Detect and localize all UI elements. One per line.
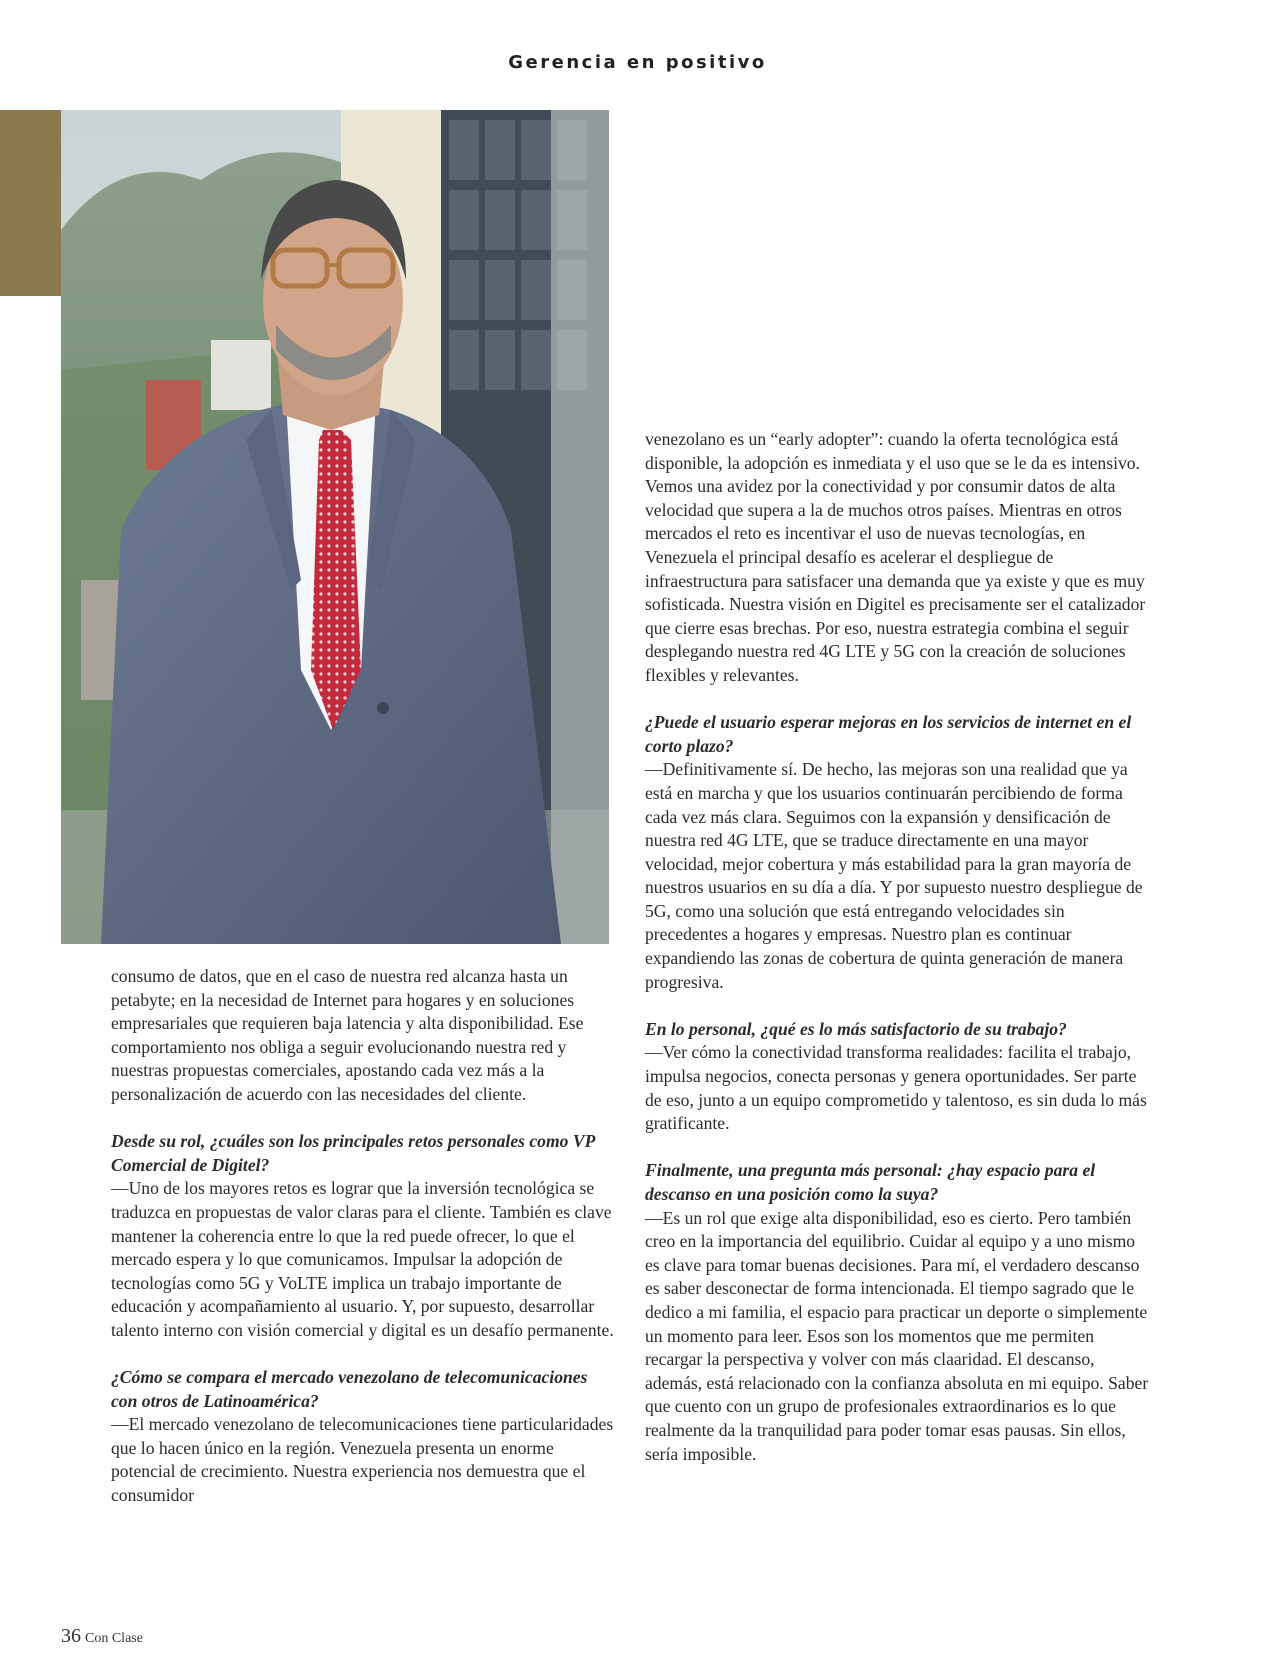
interview-question: ¿Puede el usuario esperar mejoras en los servicios de internet en el corto plazo? (645, 712, 1132, 756)
interview-question: ¿Cómo se compara el mercado venezolano de telecomunicaciones con otros de Latinoamérica? (111, 1367, 588, 1411)
interview-question: Desde su rol, ¿cuáles son los principales retos personales como VP Comercial de Digitel? (111, 1131, 595, 1175)
interview-answer: —El mercado venezolano de telecomunicaciones tiene particularidades que lo hacen único en la región. Venezuela presenta un enorme potencial de crecimiento. Nuestra experiencia nos demuestra que el consumidor (111, 1414, 614, 1506)
interview-answer: —Ver cómo la conectividad transforma realidades: facilita el trabajo, impulsa negocios, conecta personas y genera oportunidades. Ser parte de eso, junto a un equipo comprometido y talentoso, es sin duda lo más gratificante. (645, 1042, 1147, 1134)
portrait-photo (61, 110, 609, 944)
page-footer (61, 1625, 143, 1648)
section-title: Gerencia en positivo (508, 52, 767, 73)
article-column-left (111, 965, 617, 1508)
qa-block (645, 1159, 1151, 1466)
paragraph: consumo de datos, que en el caso de nuestra red alcanza hasta un petabyte; en la necesidad de Internet para hogares y en soluciones empresariales que requieren baja latencia y alta disponibilidad. Ese comportamiento nos obliga a seguir evolucionando nuestra red y nuestras propuestas comerciales, apostando cada vez más a la personalización de acuerdo con las necesidades del cliente. (111, 966, 584, 1104)
interview-answer: —Es un rol que exige alta disponibilidad, eso es cierto. Pero también creo en la importancia del equilibrio. Cuidar al equipo y a uno mismo es clave para tomar buenas decisiones. Para mí, el verdadero descanso es saber desconectar de forma intencionada. El tiempo sagrado que le dedico a mi familia, el espacio para practicar un deporte o simplemente un momento para leer. Esos son los momentos que me permiten recargar la perspectiva y volver con más claaridad. El descanso, además, está relacionado con la confianza absoluta en mi equipo. Saber que cuento con un grupo de profesionales extraordinarios es lo que realmente da la tranquilidad para poder tomar esas pausas. Sin ellos, sería imposible. (645, 1207, 1149, 1464)
interview-answer: —Definitivamente sí. De hecho, las mejoras son una realidad que ya está en marcha y que los usuarios continuarán percibiendo de forma cada vez más clara. Seguimos con la expansión y densificación de nuestra red 4G LTE, que se traduce directamente en una mayor velocidad, mejor cobertura y más estabilidad para la gran mayoría de nuestros usuarios en su día a día. Y por supuesto nuestro despliegue de 5G, como una solución que está entregando velocidades sin precedentes a hogares y empresas. Nuestro plan es continuar expandiendo las zonas de cobertura de quinta generación de manera progresiva. (645, 759, 1143, 992)
qa-block (645, 1018, 1151, 1136)
qa-block (645, 711, 1151, 994)
paragraph: venezolano es un “early adopter”: cuando la oferta tecnológica está disponible, la adopción es inmediata y el uso que se le da es intensivo. Vemos una avidez por la conectividad y por consumir datos de alta velocidad que supera a la de muchos otros países. Mientras en otros mercados el reto es incentivar el uso de nuevas tecnologías, en Venezuela el principal desafío es acelerar el despliegue de infraestructura para satisfacer una demanda que ya existe y que es muy sofisticada. Nuestra visión en Digitel es precisamente ser el catalizador que cierre esas brechas. Por eso, nuestra estrategia combina el seguir desplegando nuestra red 4G LTE y 5G con la creación de soluciones flexibles y relevantes. (645, 429, 1146, 685)
qa-block (111, 1130, 617, 1342)
magazine-name: Con Clase (85, 1631, 143, 1646)
page-number: 36 (61, 1625, 81, 1647)
interview-question: Finalmente, una pregunta más personal: ¿hay espacio para el descanso en una posición como la suya? (645, 1160, 1096, 1204)
interview-question: En lo personal, ¿qué es lo más satisfactorio de su trabajo? (645, 1018, 1067, 1039)
article-column-right (645, 428, 1151, 1466)
interview-answer: —Uno de los mayores retos es lograr que la inversión tecnológica se traduzca en propuestas de valor claras para el cliente. También es clave mantener la coherencia entre lo que la red puede ofrecer, lo que el mercado espera y lo que comunicamos. Impulsar la adopción de tecnologías como 5G y VoLTE implica un trabajo importante de educación y acompañamiento al usuario. Y, por supuesto, desarrollar talento interno con visión comercial y digital es un desafío permanente. (111, 1178, 614, 1340)
qa-block (111, 1366, 617, 1508)
accent-bar (0, 110, 61, 296)
